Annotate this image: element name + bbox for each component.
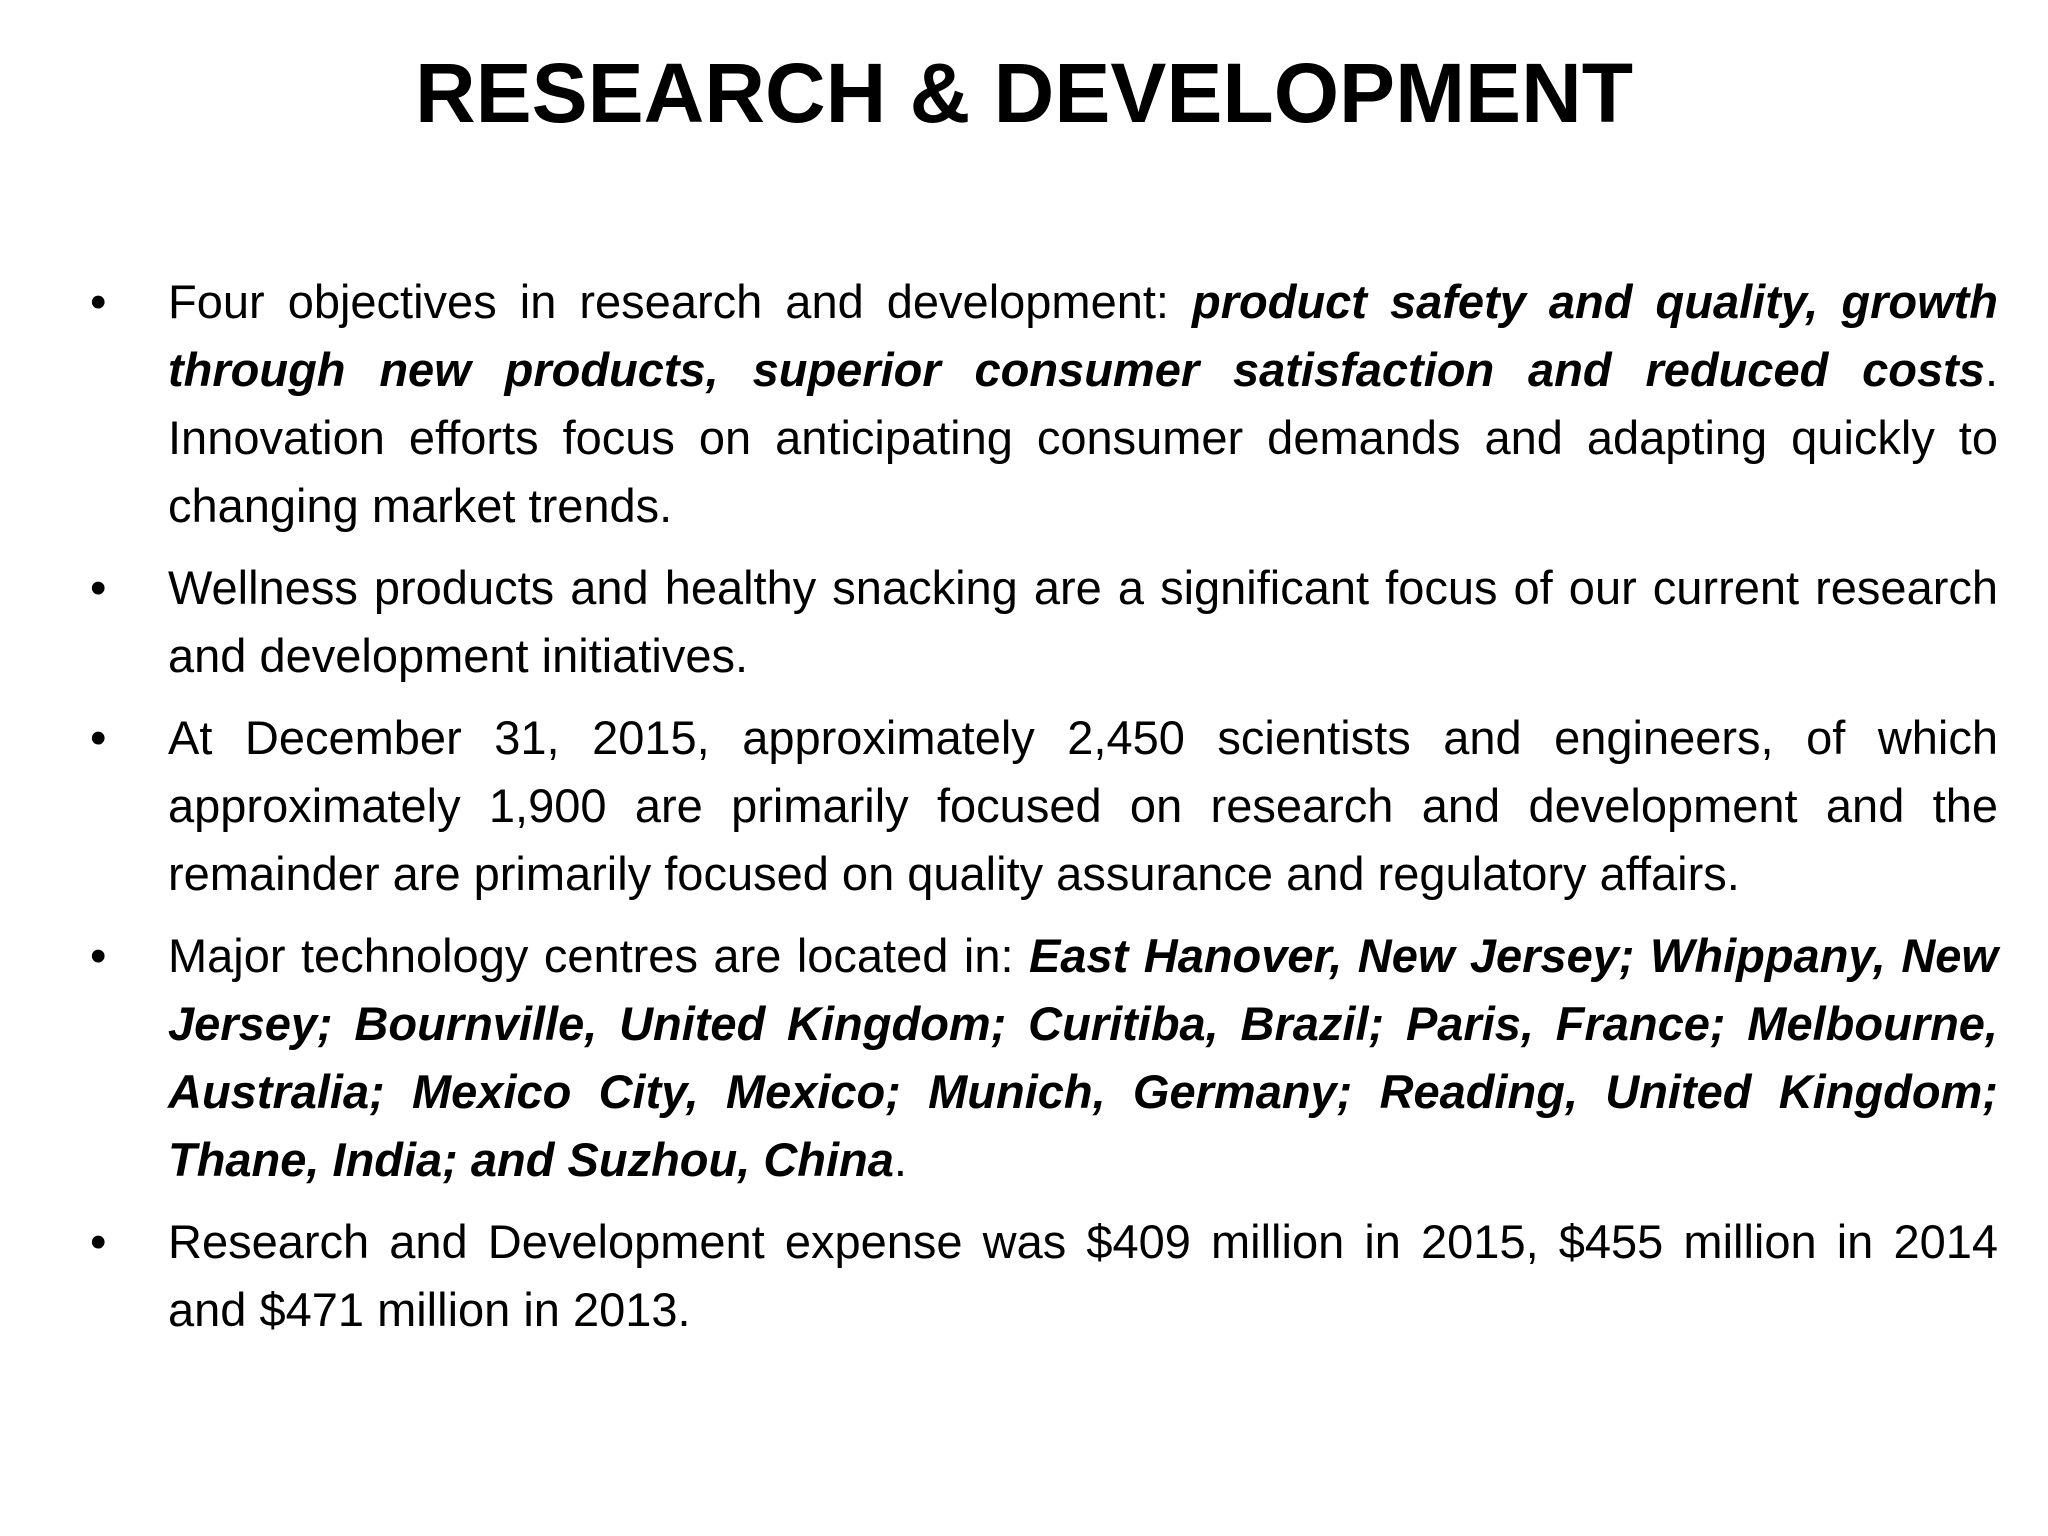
bullet-text: Four objectives in research and development: <box>168 275 1193 328</box>
bullet-text-emphasis: East Hanover, New Jersey; Whippany, New Jersey; Bournville, United Kingdom; Curitiba, Brazil; Paris, France; Melbourne, Australia; Mexico City, Mexico; Munich, Germany; Reading, United Kingdom; Thane, India; and Suzhou, China <box>168 929 1998 1186</box>
bullet-icon: • <box>90 711 107 764</box>
bullet-list <box>90 268 1998 1358</box>
bullet-icon: • <box>90 561 107 614</box>
bullet-text: Research and Development expense was $409 million in 2015, $455 million in 2014 and $471 million in 2013. <box>168 1215 1998 1336</box>
bullet-item-technology-centres <box>90 922 1998 1194</box>
bullet-icon: • <box>90 1215 107 1268</box>
bullet-icon: • <box>90 929 107 982</box>
bullet-text: Wellness products and healthy snacking are a significant focus of our current research and development initiatives. <box>168 561 1998 682</box>
bullet-text-emphasis: product safety and quality, growth through new products, superior consumer satisfaction and reduced costs <box>168 275 1999 396</box>
bullet-item-wellness <box>90 554 1998 690</box>
bullet-text: . <box>893 1133 907 1186</box>
slide-title: RESEARCH & DEVELOPMENT <box>414 46 1634 140</box>
bullet-item-objectives <box>90 268 1998 540</box>
bullet-text: . Innovation efforts focus on anticipating consumer demands and adapting quickly to changing market trends. <box>168 343 1998 532</box>
bullet-item-scientists <box>90 704 1998 908</box>
bullet-item-rd-expense <box>90 1208 1998 1344</box>
bullet-text: At December 31, 2015, approximately 2,450 scientists and engineers, of which approximately 1,900 are primarily focused on research and development and the remainder are primarily focused on quality assurance and regulatory affairs. <box>168 711 1998 900</box>
bullet-icon: • <box>90 275 107 328</box>
bullet-text: Major technology centres are located in: <box>168 929 1029 982</box>
